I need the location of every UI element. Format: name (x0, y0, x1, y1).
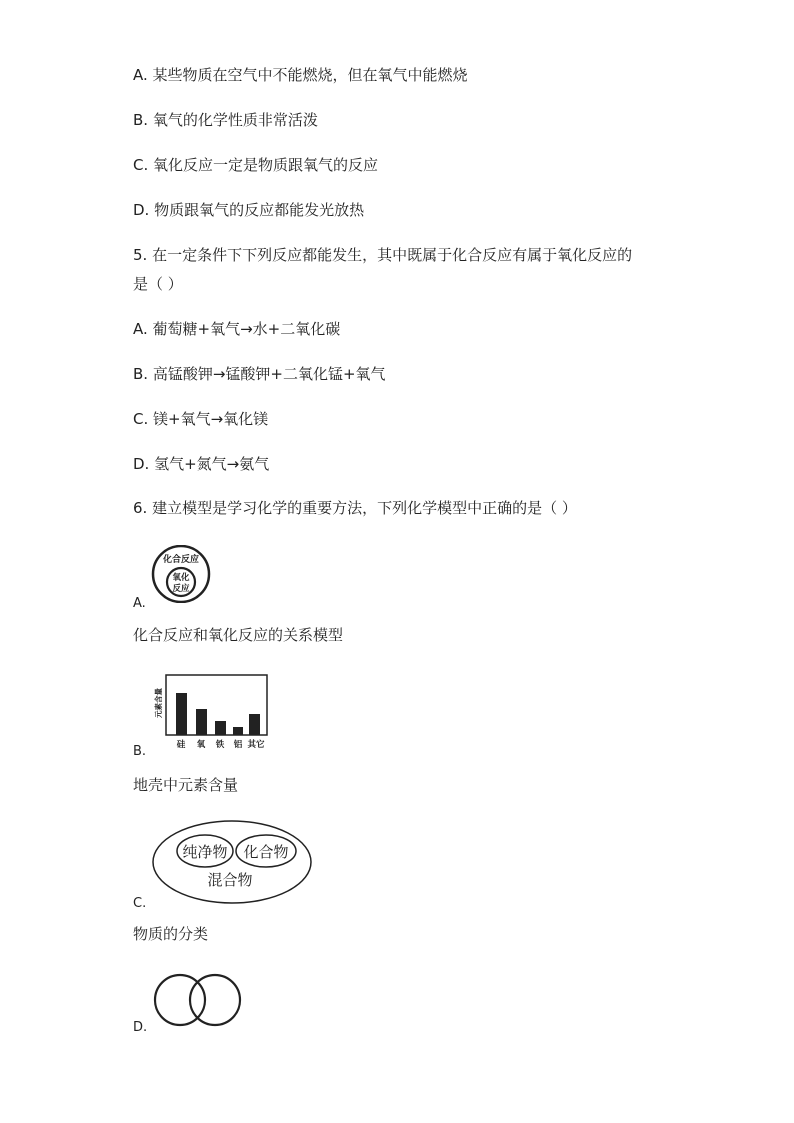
inner-circle-label-1: 氧化 (172, 573, 190, 583)
q6-figure-c-classification (150, 818, 314, 906)
inner-circle-label-2: 反应 (172, 584, 190, 594)
q5-option-d: D. 氢气+氮气→氨气 (133, 455, 270, 473)
q6-figure-b-bar-chart (153, 673, 271, 753)
label-mixture: 混合物 (207, 871, 253, 889)
q4-option-d: D. 物质跟氧气的反应都能发光放热 (133, 201, 365, 219)
q5-option-b: B. 高锰酸钾→锰酸钾+二氧化锰+氧气 (133, 365, 386, 383)
label-compound: 化合物 (243, 843, 289, 861)
q6-figure-a-nested-circles (150, 545, 212, 603)
q4-option-b: B. 氧气的化学性质非常活泼 (133, 111, 318, 129)
tick-label-other: 其它 (247, 740, 265, 750)
q6-option-c-letter: C. (133, 896, 147, 911)
right-circle (190, 975, 240, 1025)
q5-option-a: A. 葡萄糖+氧气→水+二氧化碳 (133, 320, 341, 338)
q6-option-a-letter: A. (133, 596, 146, 611)
q4-option-c: C. 氧化反应一定是物质跟氧气的反应 (133, 156, 379, 174)
tick-label-si: 硅 (176, 740, 186, 750)
q4-option-a: A. 某些物质在空气中不能燃烧，但在氧气中能燃烧 (133, 66, 468, 84)
q6-stem: 6. 建立模型是学习化学的重要方法，下列化学模型中正确的是（ ） (133, 499, 577, 517)
q6-option-d-letter: D. (133, 1020, 148, 1035)
label-pure-substance: 纯净物 (182, 843, 228, 861)
q6-option-c-caption: 物质的分类 (133, 925, 209, 943)
chart-y-label: 元素含量 (154, 688, 163, 718)
q5-stem-line1: 5. 在一定条件下下列反应都能发生，其中既属于化合反应有属于氧化反应的 (133, 246, 633, 264)
bar-o (196, 709, 207, 735)
q6-figure-d-overlapping-circles (152, 972, 244, 1028)
bar-si (176, 693, 187, 735)
bar-al (233, 727, 243, 735)
q5-option-c: C. 镁+氧气→氧化镁 (133, 410, 269, 428)
bar-fe (215, 721, 226, 735)
tick-label-fe: 铁 (215, 740, 225, 750)
bar-other (249, 714, 260, 735)
q5-stem-line2: 是（ ） (133, 275, 183, 293)
tick-label-o: 氧 (196, 740, 206, 750)
outer-circle-label: 化合反应 (162, 555, 200, 565)
q6-option-b-letter: B. (133, 744, 147, 759)
tick-label-al: 铝 (233, 740, 243, 750)
q6-option-a-caption: 化合反应和氧化反应的关系模型 (133, 626, 344, 644)
q6-option-b-caption: 地壳中元素含量 (133, 776, 239, 794)
